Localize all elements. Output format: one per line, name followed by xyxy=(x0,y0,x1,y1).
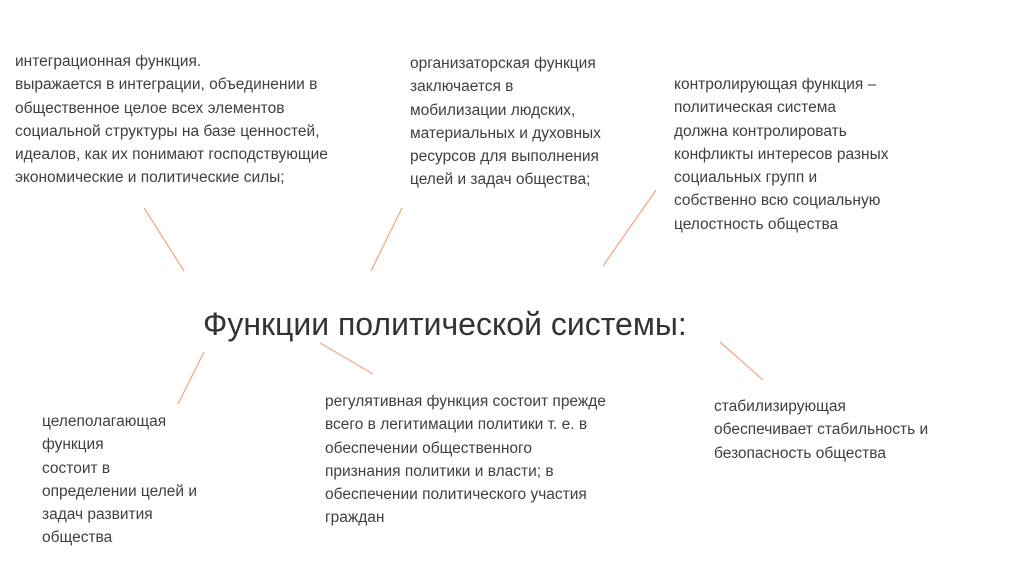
connector-regulative xyxy=(320,343,373,374)
connector-controlling xyxy=(603,190,656,266)
connector-organizational xyxy=(371,208,402,271)
integrative-function-text: интеграционная функция. выражается в интеграции, объединении в общественное целое всех элементов социальной структуры на базе ценностей, идеалов, как их понимают господствующие экономические и политические силы; xyxy=(15,53,328,187)
stabilizing-function-text: стабилизирующая обеспечивает стабильность и безопасность общества xyxy=(714,398,929,462)
controlling-function-text: контролирующая функция – политическая система должна контролировать конфликты интересов разных социальных групп и собственно всю социальную целостность общества xyxy=(674,76,889,233)
connector-goal-setting xyxy=(178,352,204,404)
diagram-title: Функции политической системы: xyxy=(203,306,687,342)
regulative-function-text: регулятивная функция состоит прежде всего в легитимации политики т. е. в обеспечении общественного признания политики и власти; в обеспечении политического участия граждан xyxy=(325,393,606,527)
connector-integrative xyxy=(144,208,184,271)
goal-setting-function-text: целеполагающая функция состоит в определении целей и задач развития общества xyxy=(42,413,198,547)
connector-stabilizing xyxy=(720,342,763,380)
organizational-function-text: организаторская функция заключается в мобилизации людских, материальных и духовных ресурсов для выполнения целей и задач общества; xyxy=(410,55,601,189)
